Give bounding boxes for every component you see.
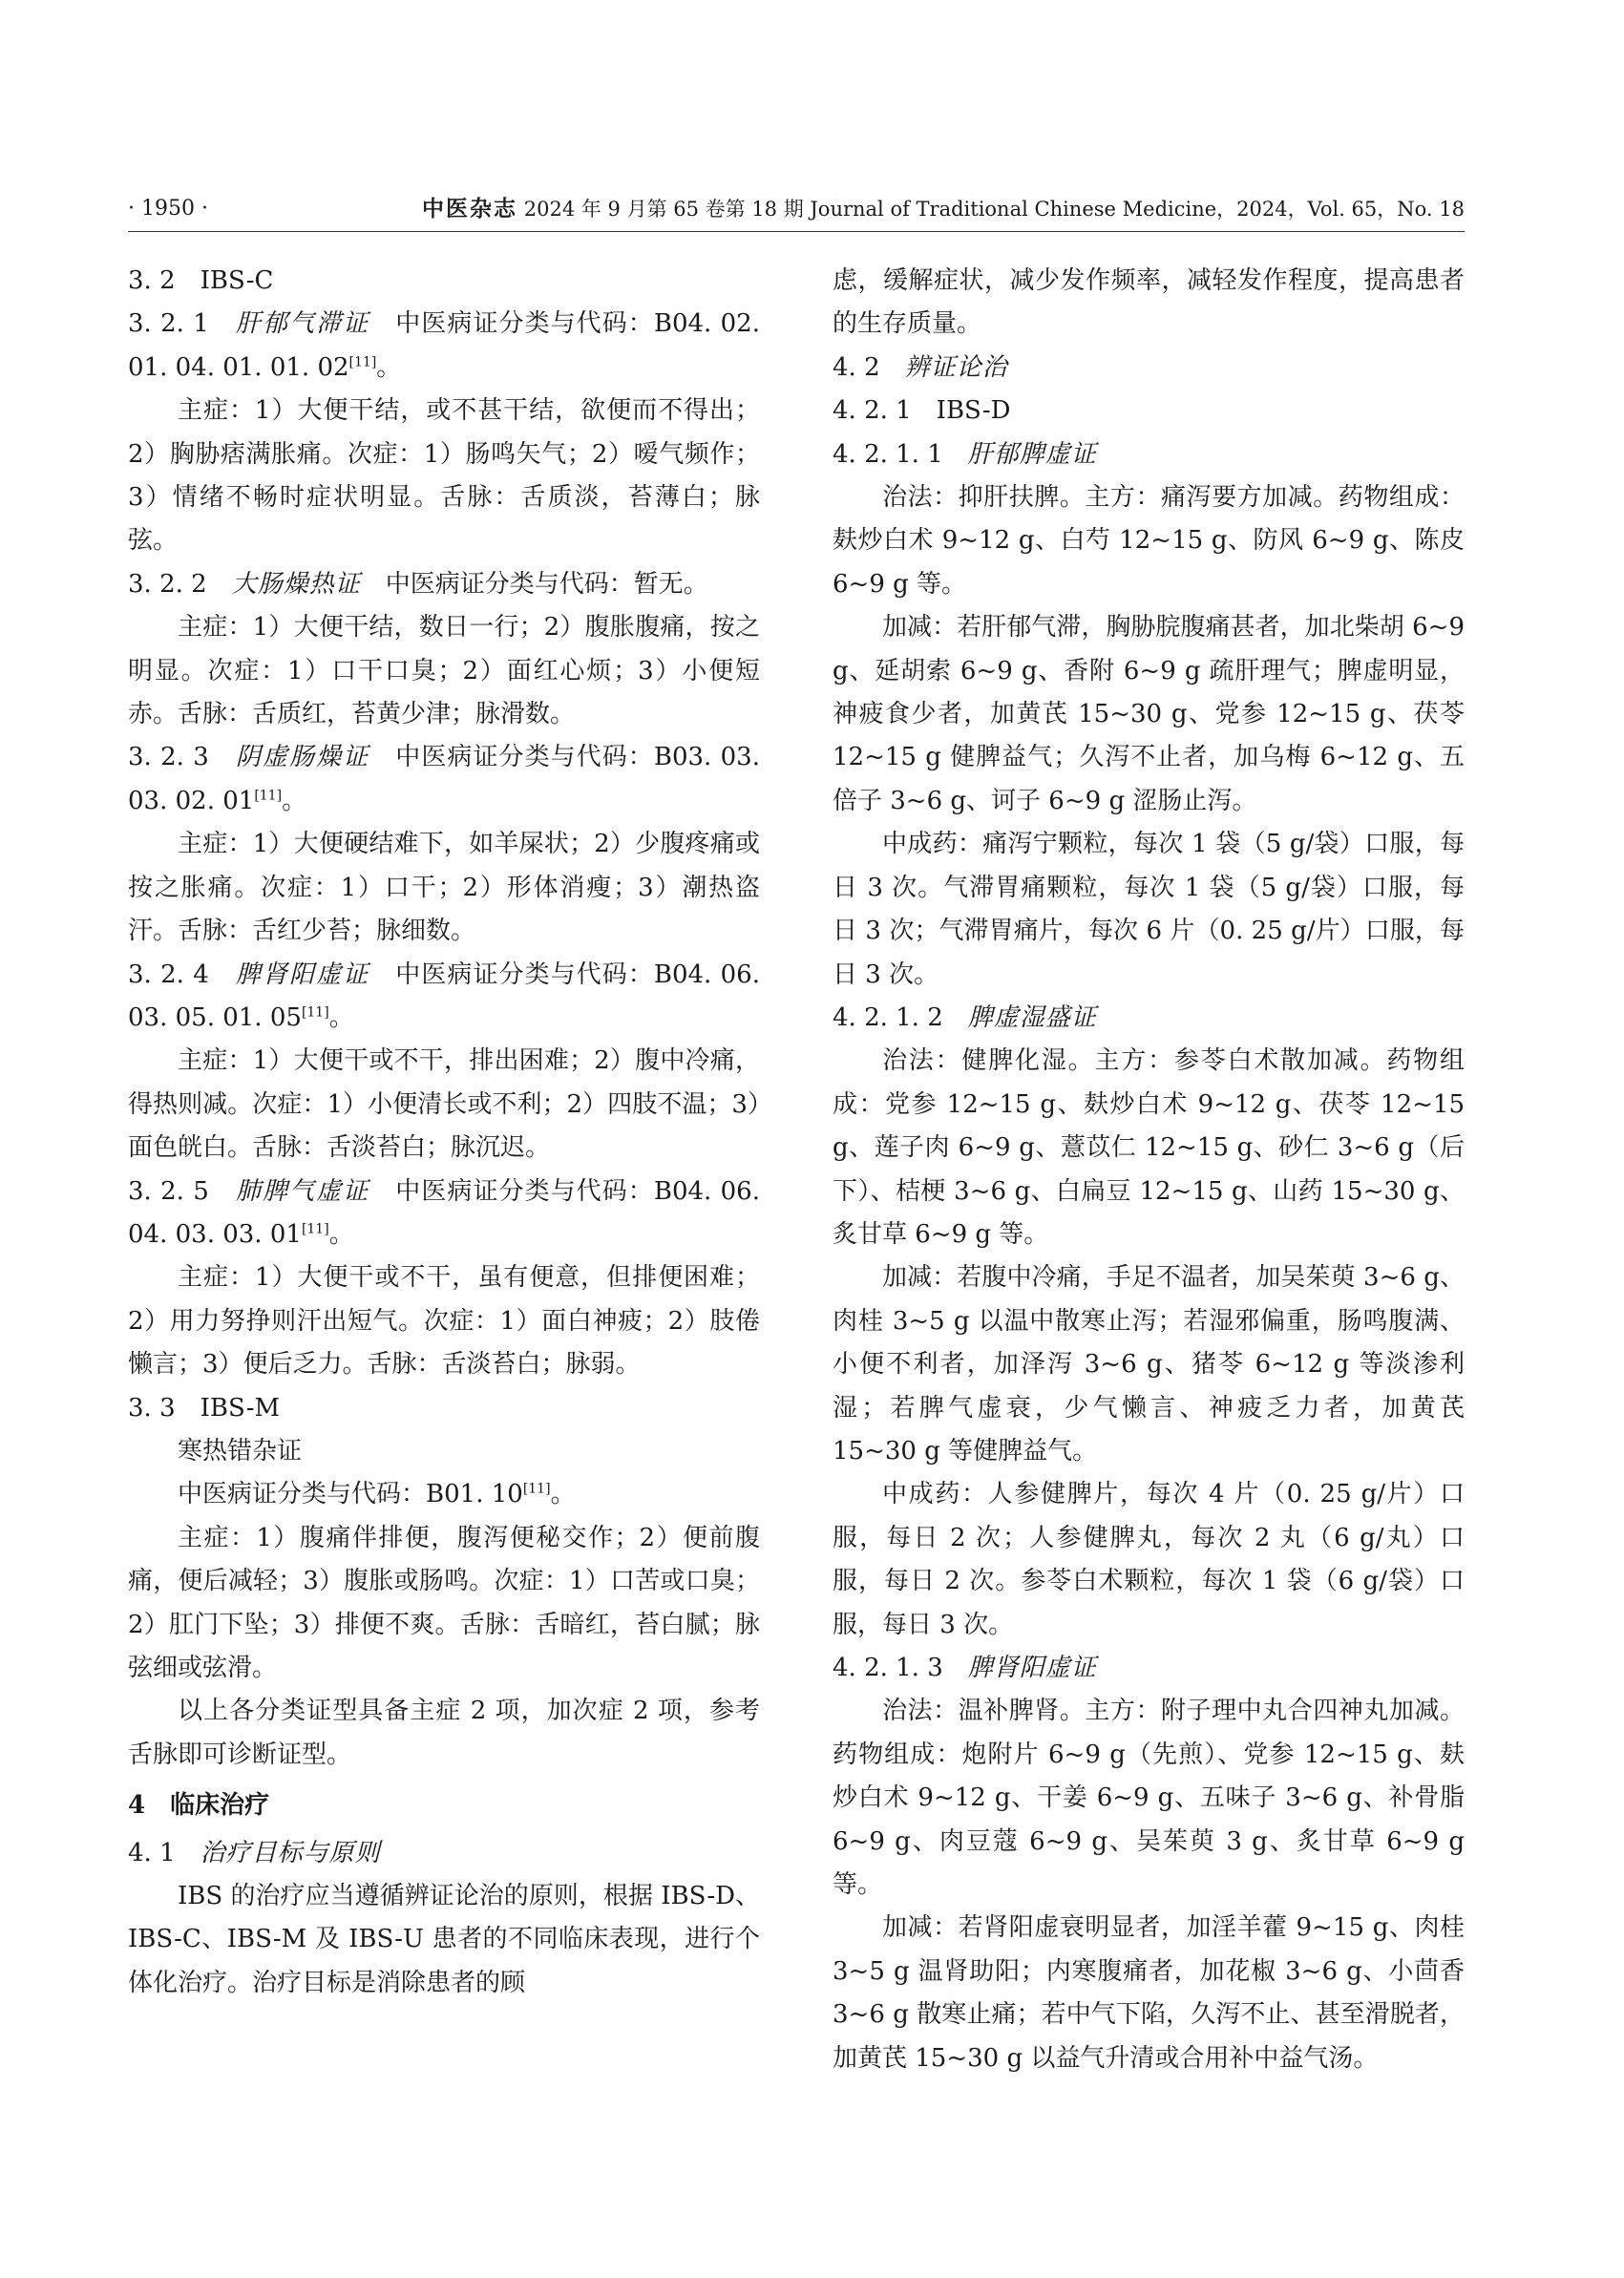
paragraph: 治法：抑肝扶脾。主方：痛泻要方加减。药物组成：麸炒白术 9~12 g、白芍 12~15 g、防风 6~9 g、陈皮 6~9 g 等。: [833, 483, 1465, 599]
syndrome-code: 中医病证分类与代码：B03. 03. 03. 02. 01: [128, 743, 760, 815]
syndrome-name: 寒热错杂证: [178, 1436, 303, 1466]
running-header: [128, 195, 1465, 223]
period: 。: [550, 1480, 576, 1509]
heading-number: 3. 2. 3: [128, 743, 236, 772]
chapter-heading: 4 临床治疗: [128, 1791, 270, 1821]
heading-number: 4. 2. 1. 2: [833, 1002, 968, 1032]
section-heading: 4. 2. 1 IBS-D: [833, 396, 1011, 426]
citation: [11]: [301, 1004, 329, 1021]
syndrome-name: 脾肾阳虚证: [967, 1654, 1097, 1682]
paragraph: 主症：1）大便干或不干，排出困难；2）腹中冷痛，得热则减。次症：1）小便清长或不利；2）四肢不温；3）面色㿠白。舌脉：舌淡苔白；脉沉迟。: [128, 1046, 760, 1163]
period: 。: [376, 352, 402, 382]
heading-number: 3. 2. 1: [128, 309, 236, 339]
paragraph: 治法：温补脾肾。主方：附子理中丸合四神丸加减。药物组成：炮附片 6~9 g（先煎）、党参 12~15 g、麸炒白术 9~12 g、干姜 6~9 g、五味子 3~6 g、补骨脂 6~9 g、肉豆蔻 6~9 g、吴茱萸 3 g、炙甘草 6~9 g 等。: [833, 1697, 1465, 1900]
period: 。: [328, 1219, 354, 1249]
heading-number: 3. 2. 5: [128, 1176, 236, 1206]
section-heading: 3. 3 IBS-M: [128, 1393, 281, 1423]
page-number: · 1950 ·: [128, 197, 208, 221]
heading-number: 3. 2. 2: [128, 569, 232, 599]
period: 。: [328, 1002, 354, 1032]
subsection-heading: [128, 954, 760, 1041]
syndrome-name: 大肠燥热证: [231, 569, 361, 599]
paragraph: 中成药：人参健脾片，每次 4 片（0. 25 g/片）口服，每日 2 次；人参健脾丸，每次 2 丸（6 g/丸）口服，每日 2 次。参苓白术颗粒，每次 1 袋（6 g/袋）口服，每日 3 次。: [833, 1480, 1465, 1639]
subsection-heading: [128, 303, 760, 390]
subsection-heading: [128, 1171, 760, 1257]
citation: [11]: [301, 1221, 329, 1237]
paragraph: IBS 的治疗应当遵循辨证论治的原则，根据 IBS-D、IBS-C、IBS-M 及 IBS-U 患者的不同临床表现，进行个体化治疗。治疗目标是消除患者的顾: [128, 1882, 760, 1997]
paragraph: 虑，缓解症状，减少发作频率，减轻发作程度，提高患者的生存质量。: [833, 266, 1465, 339]
syndrome-code: 中医病证分类与代码：B04. 02. 01. 04. 01. 01. 02: [128, 309, 760, 382]
subsection-title: 辨证论治: [904, 352, 1008, 382]
paragraph: 加减：若肝郁气滞，胸胁脘腹痛甚者，加北柴胡 6~9 g、延胡索 6~9 g、香附 6~9 g 疏肝理气；脾虚明显，神疲食少者，加黄芪 15~30 g、党参 12~15 g、茯苓 12~15 g 健脾益气；久泻不止者，加乌梅 6~12 g、五倍子 3~6 g、诃子 6~9 g 涩肠止泻。: [833, 613, 1465, 815]
subsection-heading: [833, 997, 1465, 1040]
syndrome-code: 中医病证分类与代码：暂无。: [360, 569, 708, 599]
heading-number: 4. 2. 1. 3: [833, 1654, 968, 1682]
paragraph: 主症：1）大便硬结难下，如羊屎状；2）少腹疼痛或按之胀痛。次症：1）口干；2）形体消瘦；3）潮热盗汗。舌脉：舌红少苔；脉细数。: [128, 830, 760, 946]
syndrome-name: 脾肾阳虚证: [235, 960, 370, 989]
syndrome-name: 肝郁脾虚证: [967, 439, 1097, 469]
right-column: [833, 260, 1465, 2080]
period: 。: [282, 786, 307, 815]
subsection-heading: [128, 1832, 760, 1875]
citation: [11]: [254, 788, 283, 804]
journal-info: [422, 195, 1465, 223]
heading-number: 4. 2. 1. 1: [833, 439, 968, 469]
section-heading: 3. 2 IBS-C: [128, 266, 274, 295]
subsection-title: 治疗目标与原则: [200, 1838, 381, 1867]
syndrome-name: 肺脾气虚证: [235, 1176, 370, 1206]
left-column: [128, 260, 760, 2005]
subsection-heading: [833, 1647, 1465, 1690]
subsection-heading: [833, 347, 1465, 390]
paragraph: 主症：1）大便干或不干，虽有便意，但排便困难；2）用力努挣则汗出短气。次症：1）面白神疲；2）肢倦懒言；3）便后乏力。舌脉：舌淡苔白；脉弱。: [128, 1263, 760, 1380]
paragraph: 加减：若腹中冷痛，手足不温者，加吴茱萸 3~6 g、肉桂 3~5 g 以温中散寒止泻；若湿邪偏重，肠鸣腹满、小便不利者，加泽泻 3~6 g、猪苓 6~12 g 等淡渗利湿；若脾气虚衰，少气懒言、神疲乏力者，加黄芪 15~30 g 等健脾益气。: [833, 1263, 1465, 1466]
paragraph: 治法：健脾化湿。主方：参苓白术散加减。药物组成：党参 12~15 g、麸炒白术 9~12 g、茯苓 12~15 g、莲子肉 6~9 g、薏苡仁 12~15 g、砂仁 3~6 g（后下）、桔梗 3~6 g、白扁豆 12~15 g、山药 15~30 g、炙甘草 6~9 g 等。: [833, 1046, 1465, 1249]
syndrome-code: 中医病证分类与代码：B04. 06. 04. 03. 03. 01: [128, 1176, 760, 1249]
paragraph: 主症：1）腹痛伴排便，腹泻便秘交作；2）便前腹痛，便后减轻；3）腹胀或肠鸣。次症：1）口苦或口臭；2）肛门下坠；3）排便不爽。舌脉：舌暗红，苔白腻；脉弦细或弦滑。: [128, 1523, 760, 1682]
paragraph: 主症：1）大便干结，或不甚干结，欲便而不得出；2）胸胁痞满胀痛。次症：1）肠鸣矢气；2）嗳气频作；3）情绪不畅时症状明显。舌脉：舌质淡，苔薄白；脉弦。: [128, 396, 760, 556]
subsection-heading: [128, 563, 760, 606]
heading-number: 3. 2. 4: [128, 960, 236, 989]
paragraph: 中成药：痛泻宁颗粒，每次 1 袋（5 g/袋）口服，每日 3 次。气滞胃痛颗粒，每次 1 袋（5 g/袋）口服，每日 3 次；气滞胃痛片，每次 6 片（0. 25 g/片）口服，每日 3 次。: [833, 830, 1465, 989]
citation: [11]: [522, 1481, 551, 1497]
subsection-heading: [128, 736, 760, 823]
syndrome-code-line: [128, 1473, 760, 1516]
journal-name: 中医杂志: [422, 196, 518, 221]
paragraph: 加减：若肾阳虚衰明显者，加淫羊藿 9~15 g、肉桂 3~5 g 温肾助阳；内寒腹痛者，加花椒 3~6 g、小茴香 3~6 g 散寒止痛；若中气下陷，久泻不止、甚至滑脱者，加黄芪 15~30 g 以益气升清或合用补中益气汤。: [833, 1913, 1465, 2073]
journal-issue: 2024 年 9 月第 65 卷第 18 期 Journal of Traditional Chinese Medicine，2024，Vol. 65，No. 18: [523, 198, 1465, 221]
heading-number: 4. 1: [128, 1838, 200, 1867]
syndrome-code: 中医病证分类与代码：B04. 06. 03. 05. 01. 05: [128, 960, 760, 1032]
heading-number: 4. 2: [833, 352, 905, 382]
syndrome-code: 中医病证分类与代码：B01. 10: [178, 1480, 523, 1509]
subsection-heading: [833, 433, 1465, 476]
paragraph: 主症：1）大便干结，数日一行；2）腹胀腹痛，按之明显。次症：1）口干口臭；2）面红心烦；3）小便短赤。舌脉：舌质红，苔黄少津；脉滑数。: [128, 613, 760, 729]
syndrome-name: 阴虚肠燥证: [235, 743, 370, 772]
syndrome-name: 脾虚湿盛证: [967, 1002, 1097, 1032]
syndrome-name: 肝郁气滞证: [235, 309, 370, 339]
citation: [11]: [348, 354, 377, 370]
paragraph: 以上各分类证型具备主症 2 项，加次症 2 项，参考舌脉即可诊断证型。: [128, 1697, 760, 1769]
header-rule: [128, 231, 1465, 232]
